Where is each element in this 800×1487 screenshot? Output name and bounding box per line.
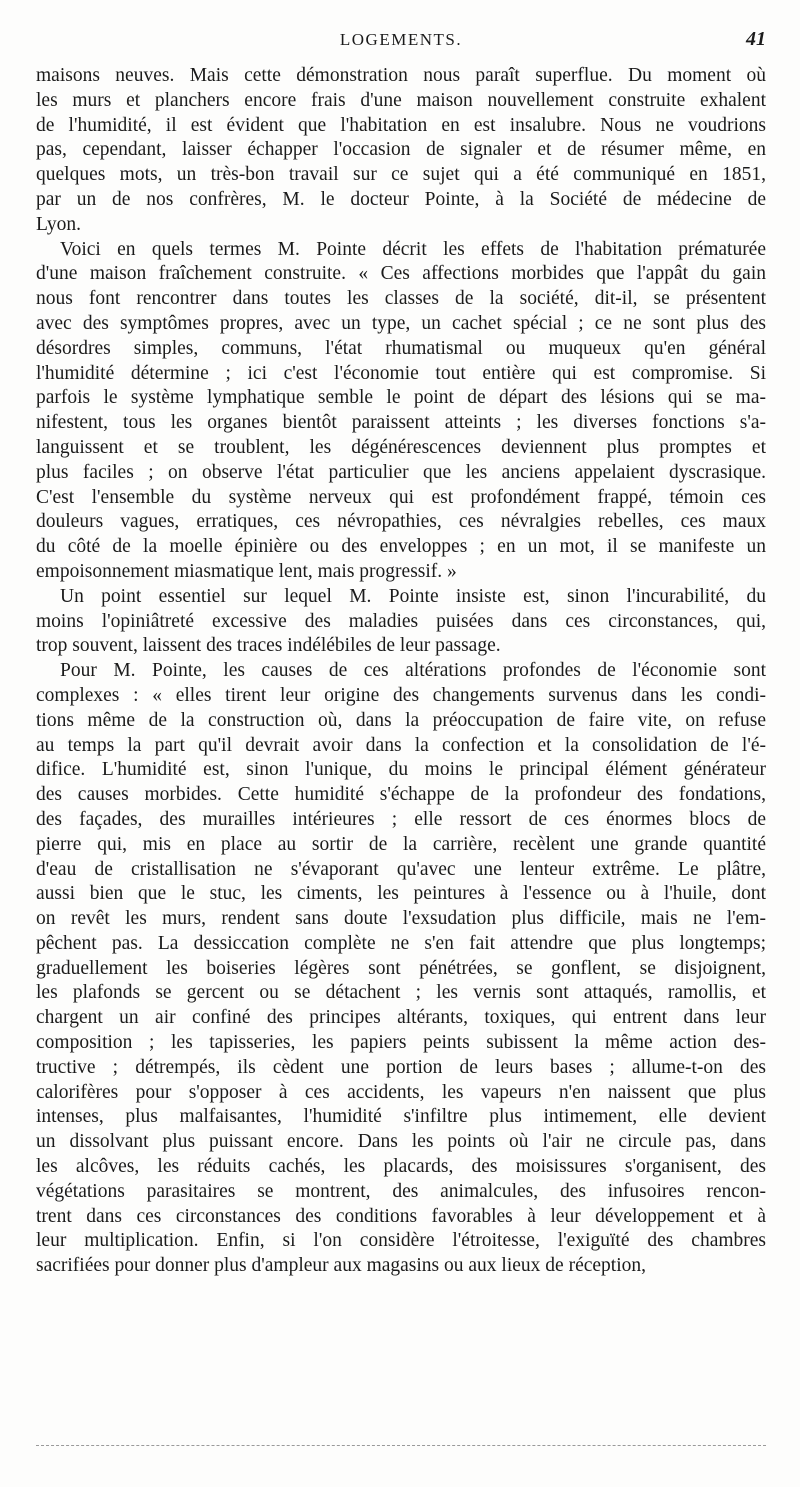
text-line: désordres simples, communs, l'état rhumatismal ou muqueux qu'en général: [36, 337, 766, 359]
text-line: du côté de la moelle épinière ou des enveloppes ; en un mot, il se manifeste un: [36, 536, 766, 558]
text-line: les plafonds se gercent ou se détachent ; les vernis sont attaqués, ramollis, et: [36, 982, 766, 1004]
text-line: chargent un air confiné des principes altérants, toxiques, qui entrent dans leur: [36, 1007, 766, 1029]
text-line: plus faciles ; on observe l'état particulier que les anciens appelaient dyscrasique.: [36, 461, 766, 483]
text-line: trent dans ces circonstances des conditions favorables à leur développement et à: [36, 1205, 766, 1227]
text-line: avec des symptômes propres, avec un type, un cachet spécial ; ce ne sont plus des: [36, 312, 766, 334]
text-line: intenses, plus malfaisantes, l'humidité s'infiltre plus intimement, elle devient: [36, 1106, 766, 1128]
text-line: de l'humidité, il est évident que l'habitation en est insalubre. Nous ne voudrions: [36, 114, 766, 136]
text-line: complexes : « elles tirent leur origine des changements survenus dans les condi-: [36, 684, 766, 706]
text-line: pas, cependant, laisser échapper l'occasion de signaler et de résumer même, en: [36, 139, 766, 161]
text-line: Voici en quels termes M. Pointe décrit les effets de l'habitation prématurée: [60, 238, 766, 260]
footer-rule: [36, 1445, 766, 1446]
text-line: parfois le système lymphatique semble le point de départ des lésions qui se ma-: [36, 387, 766, 409]
text-line: calorifères pour s'opposer à ces accidents, les vapeurs n'en naissent que plus: [36, 1081, 766, 1103]
text-line: aussi bien que le stuc, les ciments, les peintures à l'essence ou à l'huile, dont: [36, 883, 766, 905]
text-line: tions même de la construction où, dans la préoccupation de faire vite, on refuse: [36, 709, 766, 731]
text-line: au temps la part qu'il devrait avoir dans la confection et la consolidation de l'é-: [36, 734, 766, 756]
text-line: on revêt les murs, rendent sans doute l'exsudation plus difficile, mais ne l'em-: [36, 908, 766, 930]
text-line: l'humidité détermine ; ici c'est l'économie tout entière qui est compromise. Si: [36, 362, 766, 384]
text-line: maisons neuves. Mais cette démonstration nous paraît superflue. Du moment où: [36, 65, 766, 86]
text-line: graduellement les boiseries légères sont pénétrées, se gonflent, se disjoignent,: [36, 957, 766, 979]
text-line: Lyon.: [36, 213, 81, 235]
body-text: [36, 64, 766, 1279]
text-line: d'une maison fraîchement construite. « Ces affections morbides que l'appât du gain: [36, 263, 766, 285]
text-line: sacrifiées pour donner plus d'ampleur aux magasins ou aux lieux de réception,: [36, 1255, 646, 1277]
text-line: composition ; les tapisseries, les papiers peints subissent la même action des-: [36, 1032, 766, 1054]
text-line: pêchent pas. La dessiccation complète ne s'en fait attendre que plus longtemps;: [36, 932, 766, 954]
text-line: nous font rencontrer dans toutes les classes de la société, dit-il, se présentent: [36, 288, 766, 310]
running-head: LOGEMENTS.: [339, 30, 463, 49]
text-line: des causes morbides. Cette humidité s'échappe de la profondeur des fondations,: [36, 784, 766, 806]
text-line: les alcôves, les réduits cachés, les placards, des moisissures s'organisent, des: [36, 1156, 766, 1178]
text-line: douleurs vagues, erratiques, ces névropathies, ces névralgies rebelles, ces maux: [36, 511, 766, 533]
text-line: par un de nos confrères, M. le docteur Pointe, à la Société de médecine de: [36, 188, 766, 210]
text-line: d'eau de cristallisation ne s'évaporant qu'avec une lenteur extrême. Le plâtre,: [36, 858, 766, 880]
text-line: difice. L'humidité est, sinon l'unique, du moins le principal élément générateur: [36, 759, 766, 781]
text-line: leur multiplication. Enfin, si l'on considère l'étroitesse, l'exiguïté des chambres: [36, 1230, 766, 1252]
text-line: empoisonnement miasmatique lent, mais progressif. »: [36, 560, 457, 582]
text-line: pierre qui, mis en place au sortir de la carrière, recèlent une grande quantité: [36, 833, 766, 855]
text-line: des façades, des murailles intérieures ; elle ressort de ces énormes blocs de: [36, 808, 766, 830]
book-page: [36, 28, 766, 1279]
text-line: languissent et se troublent, les dégénérescences deviennent plus promptes et: [36, 436, 766, 458]
text-line: les murs et planchers encore frais d'une maison nouvellement construite exhalent: [36, 89, 766, 111]
text-line: Un point essentiel sur lequel M. Pointe insiste est, sinon l'incurabilité, du: [60, 585, 766, 607]
text-line: nifestent, tous les organes bientôt paraissent atteints ; les diverses fonctions s'a-: [36, 412, 766, 434]
text-line: végétations parasitaires se montrent, des animalcules, des infusoires rencon-: [36, 1180, 766, 1202]
text-line: trop souvent, laissent des traces indélébiles de leur passage.: [36, 635, 501, 657]
text-line: quelques mots, un très-bon travail sur ce sujet qui a été communiqué en 1851,: [36, 164, 766, 186]
text-line: moins l'opiniâtreté excessive des maladies puisées dans ces circonstances, qui,: [36, 610, 766, 632]
text-line: C'est l'ensemble du système nerveux qui est profondément frappé, témoin ces: [36, 486, 766, 508]
text-line: tructive ; détrempés, ils cèdent une portion de leurs bases ; allume-t-on des: [36, 1056, 766, 1078]
page-number: 41: [746, 28, 766, 50]
page-header: [36, 28, 766, 54]
text-line: Pour M. Pointe, les causes de ces altérations profondes de l'économie sont: [60, 660, 766, 682]
text-line: un dissolvant plus puissant encore. Dans les points où l'air ne circule pas, dans: [36, 1131, 766, 1153]
